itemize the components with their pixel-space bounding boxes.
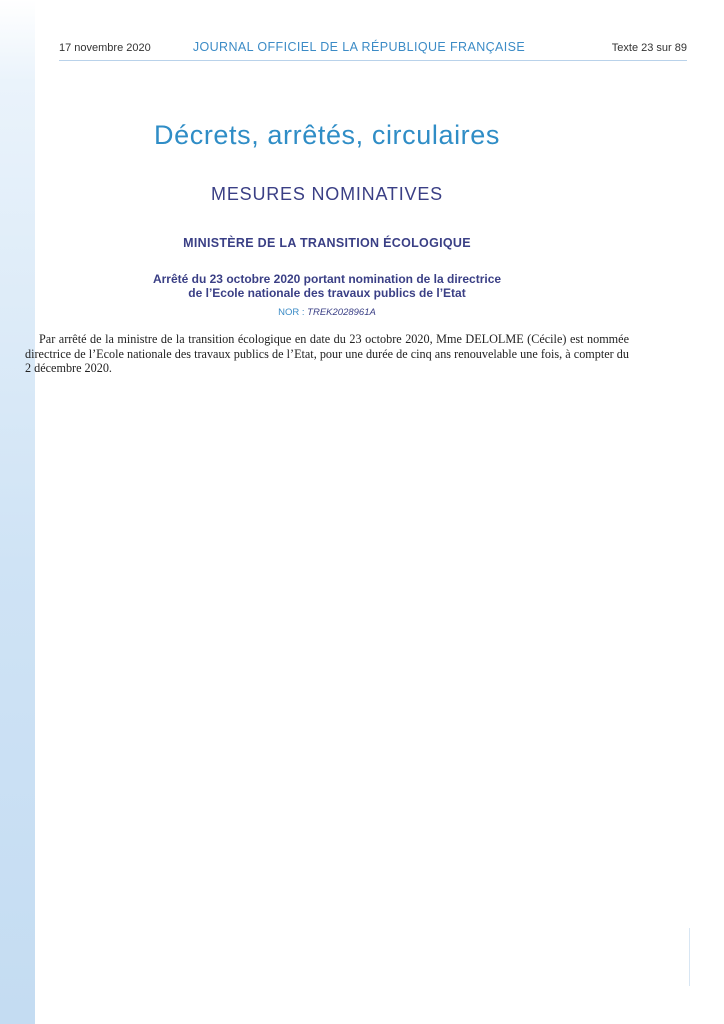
nor-label: NOR : [278, 307, 305, 318]
section-heading: MESURES NOMINATIVES [211, 184, 443, 204]
corner-rule [689, 928, 690, 986]
nor-code: TREK2028961A [307, 307, 376, 318]
header-journal-title: JOURNAL OFFICIEL DE LA RÉPUBLIQUE FRANÇAISE [192, 40, 526, 54]
header-date: 17 novembre 2020 [59, 42, 151, 54]
body-paragraph: Par arrêté de la ministre de la transition écologique en date du 23 octobre 2020, Mme DELOLME (Cécile) est nommée directrice de l’Ecole nationale des travaux publics de l’Etat, pour une durée de cinq ans renouvelable une fois, à compter du 2 décembre 2020. [25, 332, 629, 375]
page-header [59, 38, 687, 61]
arrete-title-line-1: Arrêté du 23 octobre 2020 portant nomination de la directrice [152, 272, 502, 286]
arrete-title-line-2: de l’Ecole nationale des travaux publics de l’Etat [188, 286, 466, 300]
page-title: Décrets, arrêtés, circulaires [154, 120, 500, 150]
ministry-heading: MINISTÈRE DE LA TRANSITION ÉCOLOGIQUE [183, 236, 471, 250]
side-color-band [0, 0, 35, 1024]
arrete-title [0, 272, 689, 300]
document-page [35, 0, 724, 1024]
header-text-number: Texte 23 sur 89 [611, 42, 687, 54]
nor-reference [0, 307, 689, 318]
